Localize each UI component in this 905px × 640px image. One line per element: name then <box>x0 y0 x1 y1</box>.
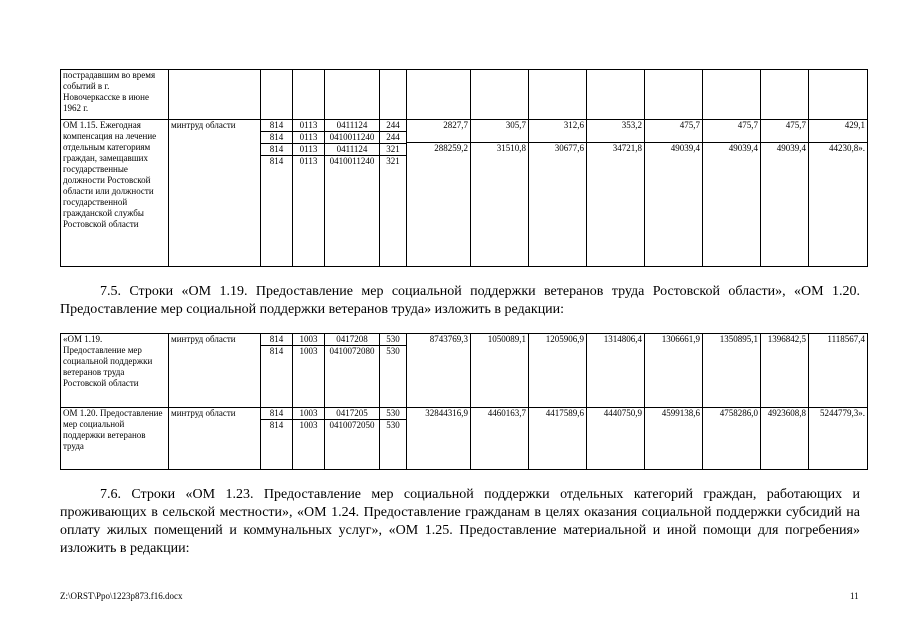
table-row <box>61 408 868 470</box>
grbs-cell: 814 814 <box>261 408 293 470</box>
amount-cell: 1306661,9 <box>645 334 703 408</box>
amount-cell: 1350895,1 <box>703 334 761 408</box>
amount-cell: 475,7 49039,4 <box>761 120 809 267</box>
amount-cell: 305,7 31510,8 <box>471 120 529 267</box>
amount-cell: 1396842,5 <box>761 334 809 408</box>
amount-cell: 1314806,4 <box>587 334 645 408</box>
amount-cell: 1050089,1 <box>471 334 529 408</box>
amendment-paragraph-7-5: 7.5. Строки «ОМ 1.19. Предоставление мер социальной поддержки ветеранов труда Ростовской области», «ОМ 1.20. Предоставление мер социальной поддержки ветеранов труда» изложить в редакции: <box>60 284 860 317</box>
expense-type-cell: 530 530 <box>380 334 407 408</box>
amount-cell: 312,6 30677,6 <box>529 120 587 267</box>
program-table-1 <box>60 69 868 267</box>
executor-cell: минтруд области <box>169 408 261 470</box>
activity-name-cell: «ОМ 1.19. Предоставление мер социальной поддержки ветеранов труда Ростовской области <box>61 334 169 408</box>
amount-cell: 4758286,0 <box>703 408 761 470</box>
amount-cell: 8743769,3 <box>407 334 471 408</box>
target-article-cell: 0417205 0410072050 <box>325 408 380 470</box>
amount-cell: 4599138,6 <box>645 408 703 470</box>
expense-type-cell: 530 530 <box>380 408 407 470</box>
activity-name-cell: ОМ 1.15. Ежегодная компенсация на лечение отдельным категориям граждан, замещавших государственные должности Ростовской области или должности государственной гражданской службы Ростовской области <box>61 120 169 267</box>
amount-cell: 2827,7 288259,2 <box>407 120 471 267</box>
target-article-cell: 0417208 0410072080 <box>325 334 380 408</box>
activity-name-cell: пострадавшим во время событий в г. Новочеркасске в июне 1962 г. <box>61 70 169 120</box>
section-code-cell: 1003 1003 <box>293 408 325 470</box>
amount-cell: 475,7 49039,4 <box>645 120 703 267</box>
grbs-cell: 814 814 <box>261 334 293 408</box>
section-code-cell: 1003 1003 <box>293 334 325 408</box>
amount-cell: 429,1 44230,8». <box>809 120 868 267</box>
amount-cell: 4460163,7 <box>471 408 529 470</box>
footer-file-path: Z:\ORST\Ppo\1223p873.f16.docx <box>60 591 183 601</box>
amount-cell: 4417589,6 <box>529 408 587 470</box>
amount-cell: 4440750,9 <box>587 408 645 470</box>
amendment-paragraph-7-6: 7.6. Строки «ОМ 1.23. Предоставление мер социальной поддержки отдельных категорий граждан, работающих и проживающих в сельской местности», «ОМ 1.24. Предоставление гражданам в целях оказания социальной поддержки субсидий на оплату жилых помещений и коммунальных услуг», «ОМ 1.25. Предоставление материальной и иной помощи для погребения» изложить в редакции: <box>60 487 860 556</box>
activity-name-cell: ОМ 1.20. Предоставление мер социальной поддержки ветеранов труда <box>61 408 169 470</box>
amount-cell: 1118567,4 <box>809 334 868 408</box>
table-row <box>61 70 868 120</box>
amount-cell: 353,2 34721,8 <box>587 120 645 267</box>
amount-cell: 32844316,9 <box>407 408 471 470</box>
amount-cell: 5244779,3». <box>809 408 868 470</box>
section-code-cell: 0113 0113 0113 0113 <box>293 120 325 267</box>
table-row <box>61 334 868 408</box>
page-number: 11 <box>850 591 859 601</box>
table-row <box>61 120 868 267</box>
executor-cell: минтруд области <box>169 334 261 408</box>
target-article-cell: 0411124 0410011240 0411124 0410011240 <box>325 120 380 267</box>
grbs-cell: 814 814 814 814 <box>261 120 293 267</box>
expense-type-cell: 244 244 321 321 <box>380 120 407 267</box>
amount-cell: 4923608,8 <box>761 408 809 470</box>
amount-cell: 475,7 49039,4 <box>703 120 761 267</box>
executor-cell: минтруд области <box>169 120 261 267</box>
program-table-2 <box>60 333 868 470</box>
amount-cell: 1205906,9 <box>529 334 587 408</box>
